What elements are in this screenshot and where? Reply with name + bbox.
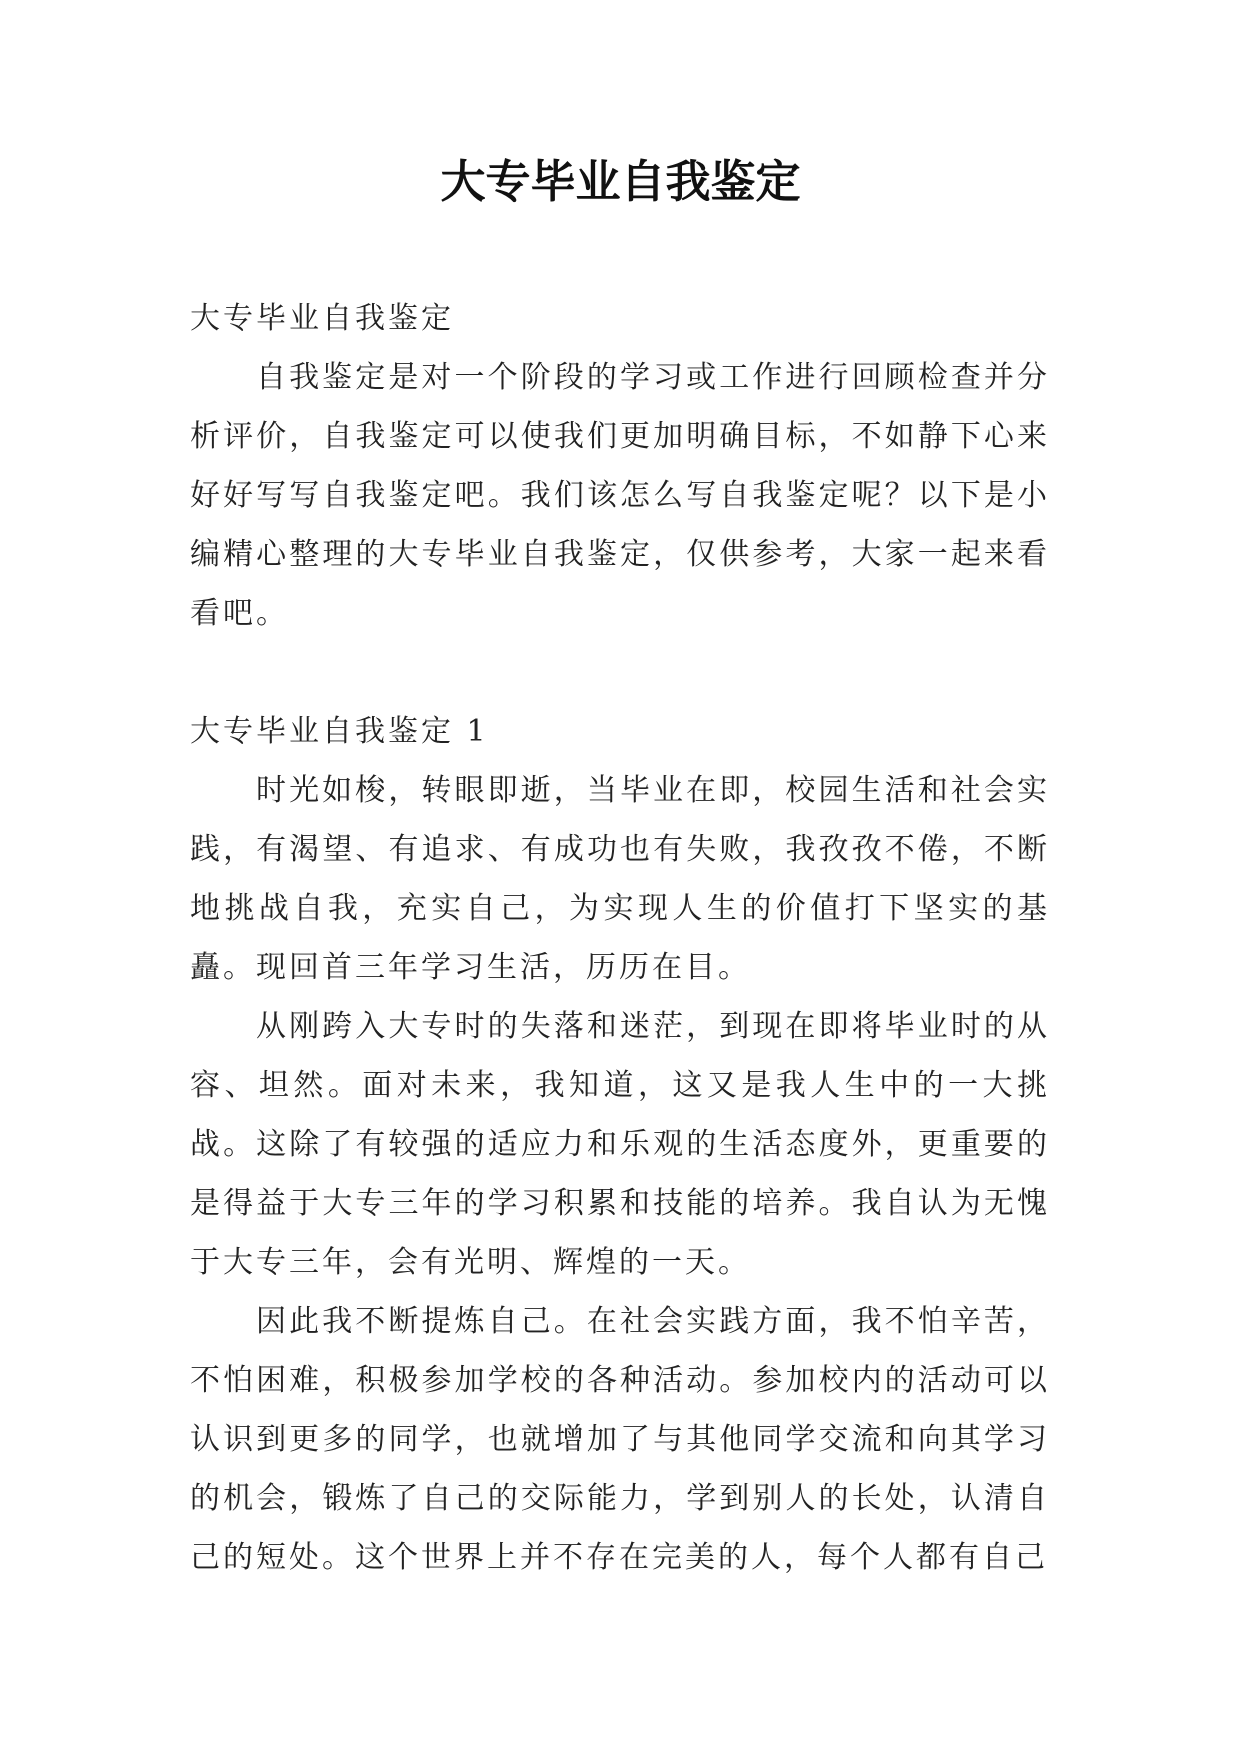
document-subheading: 大专毕业自我鉴定 (190, 301, 454, 336)
intro-paragraph: 自我鉴定是对一个阶段的学习或工作进行回顾检查并分析评价，自我鉴定可以使我们更加明确目标，不如静下心来好好写写自我鉴定吧。我们该怎么写自我鉴定呢？以下是小编精心整理的大专毕业自我鉴定，仅供参考，大家一起来看看吧。 (190, 360, 1050, 631)
document-title: 大专毕业自我鉴定 (440, 155, 801, 208)
body-paragraph-1: 时光如梭，转眼即逝，当毕业在即，校园生活和社会实践，有渴望、有追求、有成功也有失败，我孜孜不倦，不断地挑战自我，充实自己，为实现人生的价值打下坚实的基矗。现回首三年学习生活，历历在目。 (190, 773, 1050, 985)
body-paragraph-2: 从刚跨入大专时的失落和迷茫，到现在即将毕业时的从容、坦然。面对未来，我知道，这又是我人生中的一大挑战。这除了有较强的适应力和乐观的生活态度外，更重要的是得益于大专三年的学习积累和技能的培养。我自认为无愧于大专三年，会有光明、辉煌的一天。 (190, 1009, 1050, 1280)
section-spacer (190, 643, 1050, 702)
body-paragraph-3: 因此我不断提炼自己。在社会实践方面，我不怕辛苦，不怕困难，积极参加学校的各种活动。参加校内的活动可以认识到更多的同学，也就增加了与其他同学交流和向其学习的机会，锻炼了自己的交际能力，学到别人的长处，认清自己的短处。这个世界上并不存在完美的人，每个人都有自己 (190, 1304, 1050, 1575)
document-body (190, 289, 1050, 1587)
section-heading: 大专毕业自我鉴定 1 (190, 714, 489, 749)
